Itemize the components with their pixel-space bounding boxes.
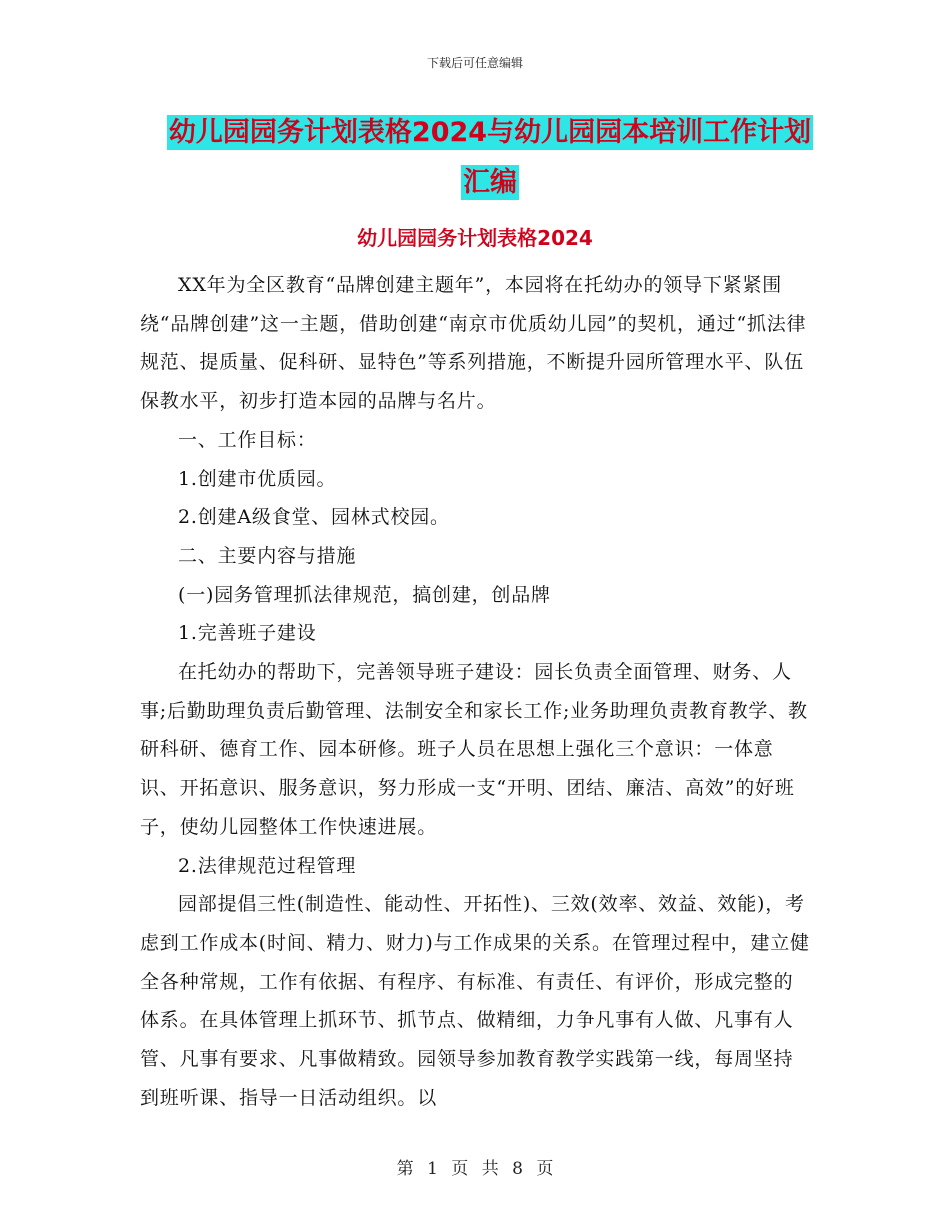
list-item-goal-2: 2.创建A级食堂、园林式校园。	[178, 506, 450, 529]
heading-work-goals: 一、工作目标：	[178, 428, 317, 451]
document-body	[140, 266, 810, 1117]
page-footer-number: 第 1 页 共 8 页	[396, 1159, 554, 1179]
subheading-management: (一)园务管理抓法律规范，搞创建，创品牌	[178, 583, 551, 606]
list-item-goal-1: 1.创建市优质园。	[178, 467, 337, 490]
subheading-team-building: 1.完善班子建设	[178, 622, 317, 645]
section-title: 幼儿园园务计划表格2024	[357, 226, 593, 250]
document-title	[140, 108, 840, 208]
paragraph-team-building: 在托幼办的帮助下，完善领导班子建设：园长负责全面管理、财务、人事;后勤助理负责后勤管理、法制安全和家长工作;业务助理负责教育教学、教研科研、德育工作、园本研修。班子人员在思想上强化三个意识：一体意识、开拓意识、服务意识，努力形成一支“开明、团结、廉洁、高效”的好班子，使幼儿园整体工作快速进展。	[140, 661, 808, 838]
paragraph-intro: XX年为全区教育“品牌创建主题年”，本园将在托幼办的领导下紧紧围绕“品牌创建”这一主题，借助创建“南京市优质幼儿园”的契机，通过“抓法律规范、提质量、促科研、显特色”等系列措施，不断提升园所管理水平、队伍保教水平，初步打造本园的品牌与名片。	[140, 274, 807, 413]
subheading-process-management: 2.法律规范过程管理	[178, 854, 357, 877]
page-header-note: 下载后可任意编辑	[426, 56, 523, 70]
heading-content-measures: 二、主要内容与措施	[178, 544, 357, 567]
document-title-line2: 汇编	[463, 167, 517, 198]
paragraph-process-management: 园部提倡三性(制造性、能动性、开拓性)、三效(效率、效益、效能)，考虑到工作成本(时间、精力、财力)与工作成果的关系。在管理过程中，建立健全各种常规，工作有依据、有程序、有标准、有责任、有评价，形成完整的体系。在具体管理上抓环节、抓节点、做精细，力争凡事有人做、凡事有人管、凡事有要求、凡事做精致。园领导参加教育教学实践第一线，每周坚持到班听课、指导一日活动组织。以	[140, 893, 810, 1109]
document-title-line1: 幼儿园园务计划表格2024与幼儿园园本培训工作计划	[168, 117, 812, 148]
